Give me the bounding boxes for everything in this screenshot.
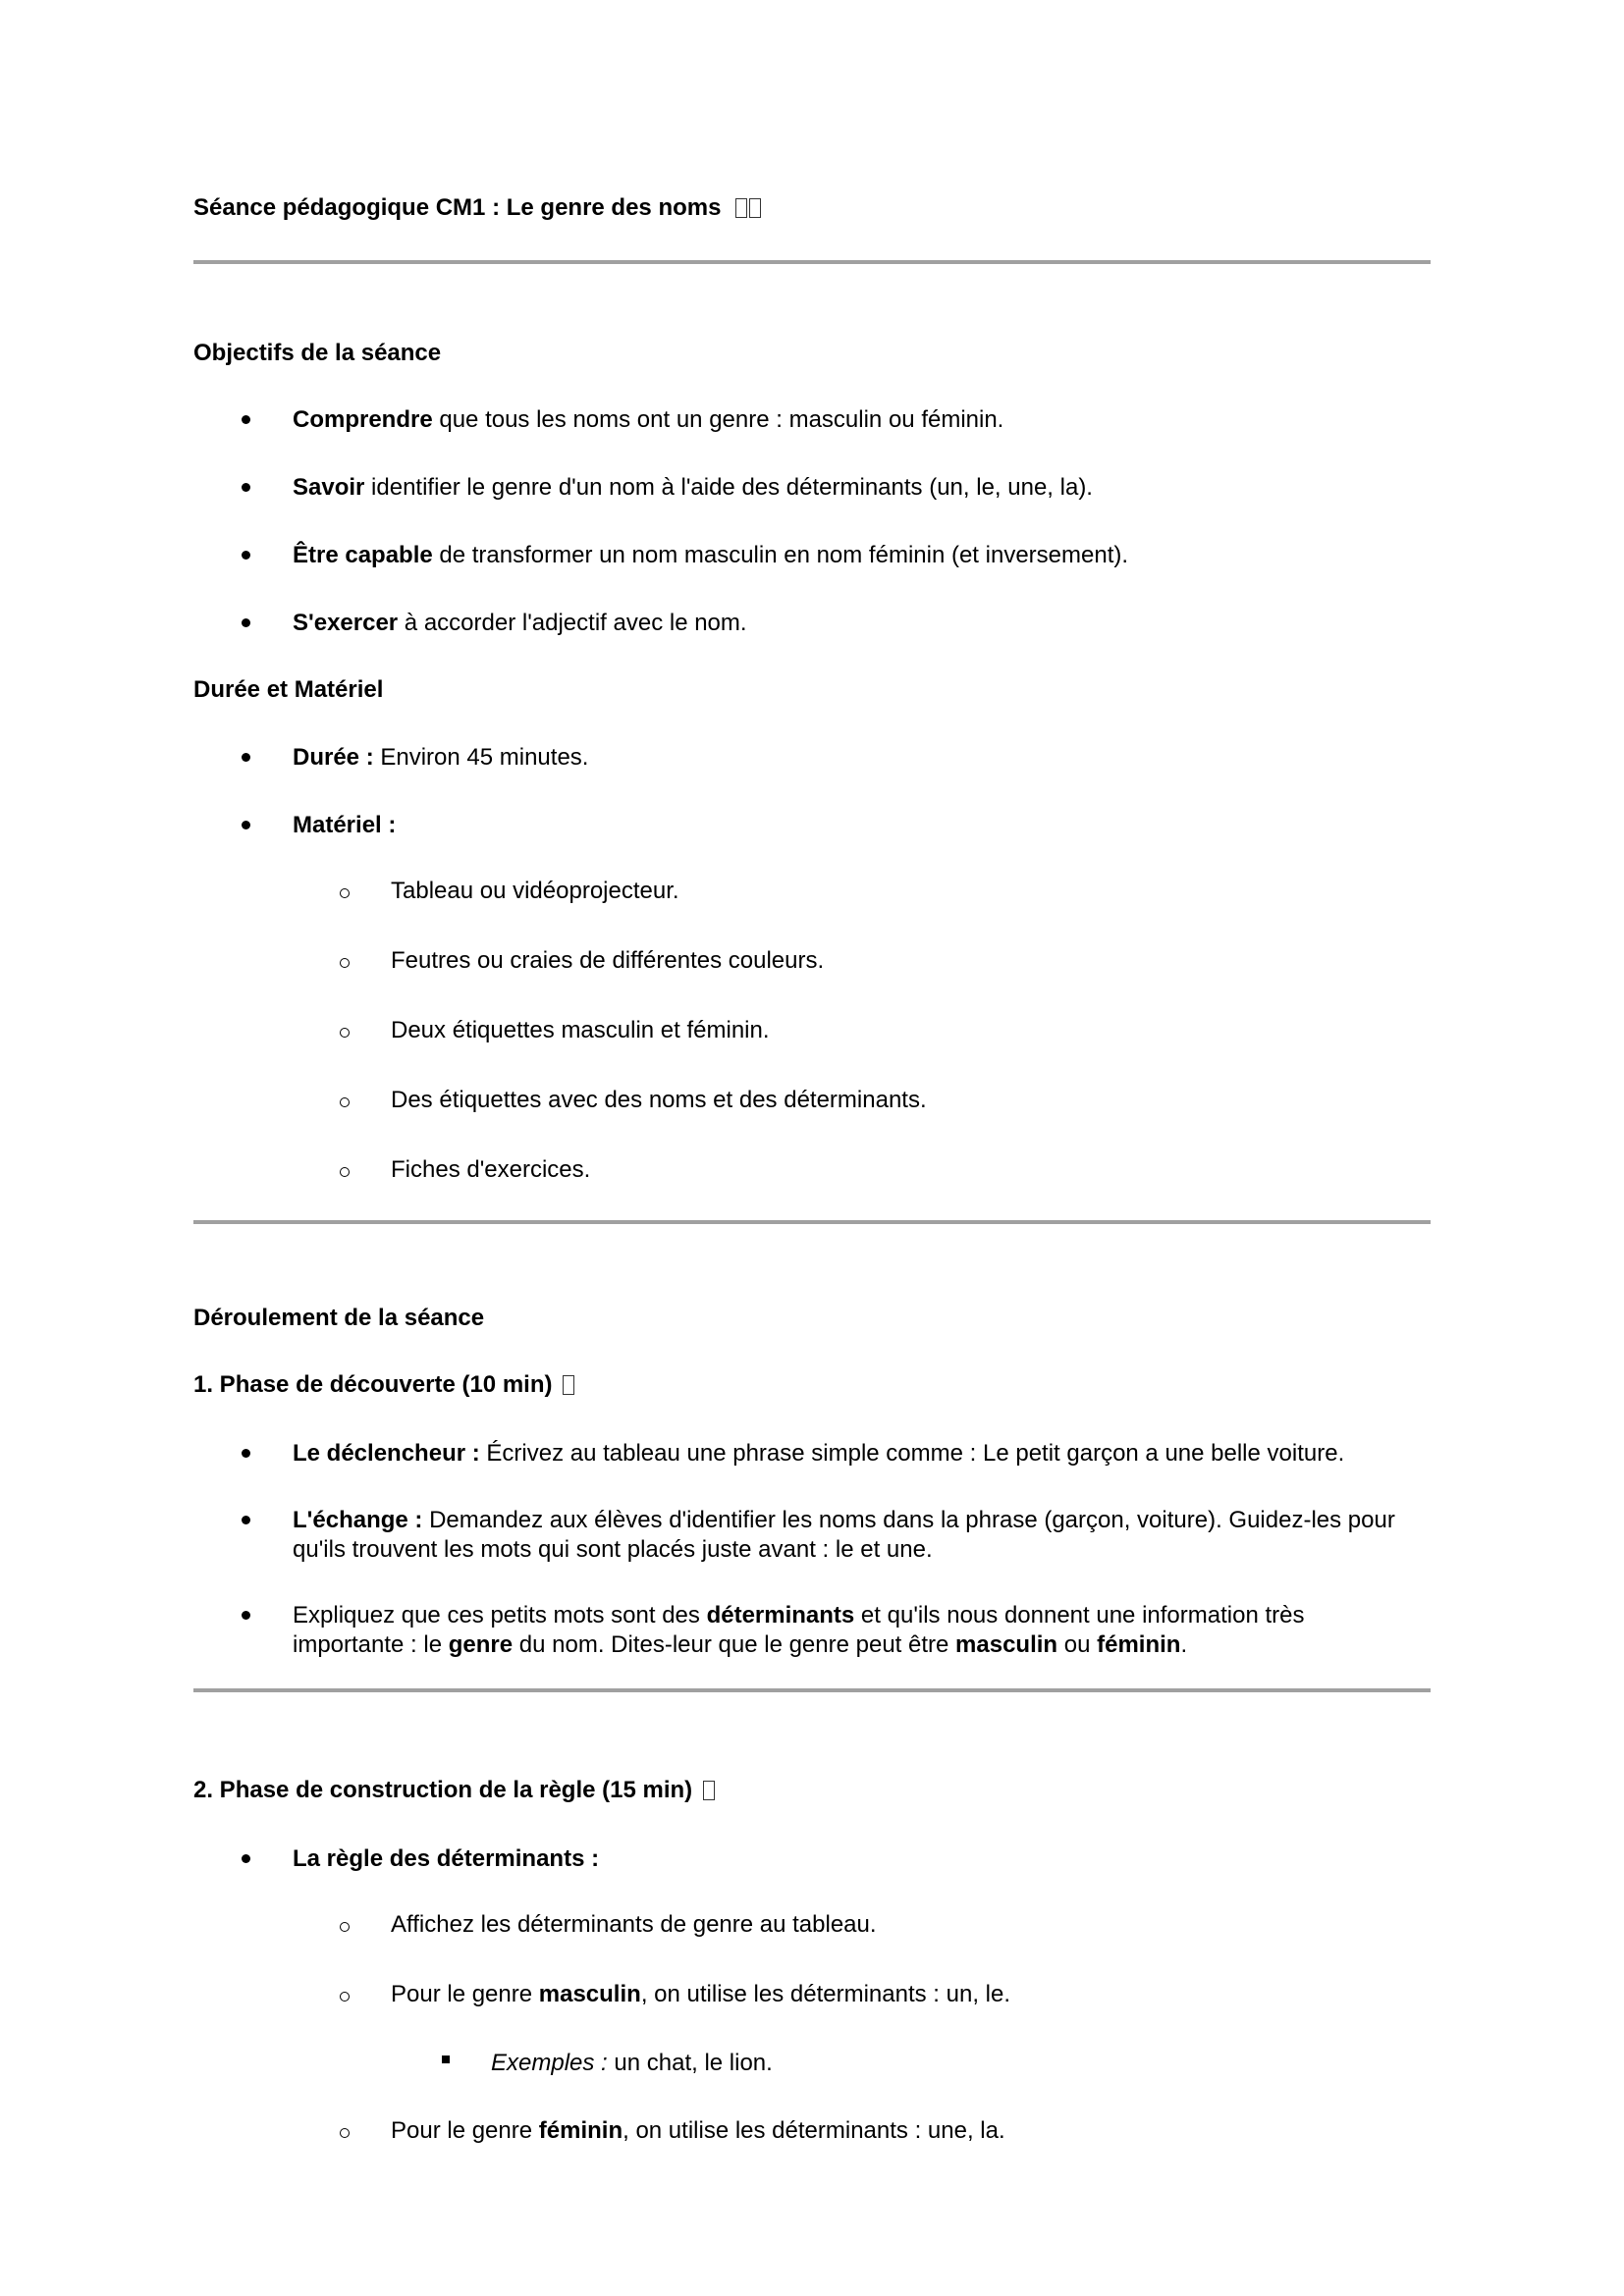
sublist-item: Feutres ou craies de différentes couleurs. bbox=[391, 947, 825, 974]
bullet-icon bbox=[242, 1449, 250, 1458]
missing-glyph-icon bbox=[735, 198, 747, 218]
list-item-bold: Savoir bbox=[293, 474, 365, 501]
missing-glyph-icon bbox=[749, 198, 761, 218]
sublist-item-bold: masculin bbox=[538, 1981, 641, 2007]
example-item bbox=[491, 2049, 773, 2078]
list-item-bold: Matériel : bbox=[293, 812, 397, 838]
list-item bbox=[293, 473, 1093, 503]
section-heading-duree-materiel: Durée et Matériel bbox=[193, 676, 384, 703]
list-item-bold: déterminants bbox=[706, 1602, 855, 1629]
circle-bullet-icon bbox=[340, 2128, 350, 2138]
bullet-icon bbox=[242, 618, 250, 627]
bullet-icon bbox=[242, 753, 250, 762]
horizontal-rule bbox=[193, 1220, 1431, 1224]
sublist-item-bold: féminin bbox=[538, 2117, 623, 2144]
list-item-text: ou bbox=[1057, 1631, 1098, 1658]
circle-bullet-icon bbox=[340, 888, 350, 898]
list-item-text: identifier le genre d'un nom à l'aide des déterminants (un, le, une, la). bbox=[364, 474, 1093, 501]
missing-glyph-icon bbox=[563, 1375, 574, 1395]
bullet-icon bbox=[242, 821, 250, 829]
sublist-item: Tableau ou vidéoprojecteur. bbox=[391, 878, 679, 904]
square-bullet-icon bbox=[442, 2056, 450, 2063]
list-item bbox=[293, 1439, 1344, 1468]
document-title-text: Séance pédagogique CM1 : Le genre des noms bbox=[193, 194, 722, 221]
phase2-heading bbox=[193, 1776, 715, 1805]
list-item-regle: La règle des déterminants : bbox=[293, 1845, 600, 1872]
sublist-item: Des étiquettes avec des noms et des déterminants. bbox=[391, 1087, 927, 1113]
list-item-text: de transformer un nom masculin en nom féminin (et inversement). bbox=[432, 542, 1129, 568]
phase2-heading-text: 2. Phase de construction de la règle (15 min) bbox=[193, 1777, 693, 1803]
phase1-heading-text: 1. Phase de découverte (10 min) bbox=[193, 1371, 553, 1398]
list-item-duree bbox=[293, 743, 588, 773]
list-item-text: Écrivez au tableau une phrase simple comme : Le petit garçon a une belle voiture. bbox=[479, 1440, 1345, 1467]
list-item bbox=[293, 1506, 1402, 1565]
bullet-icon bbox=[242, 551, 250, 560]
list-item bbox=[293, 1601, 1373, 1660]
sublist-item-text: Pour le genre bbox=[391, 1981, 539, 2007]
sublist-item bbox=[391, 2116, 1005, 2146]
horizontal-rule bbox=[193, 260, 1431, 264]
circle-bullet-icon bbox=[340, 1167, 350, 1177]
section-heading-deroulement: Déroulement de la séance bbox=[193, 1305, 485, 1331]
list-item-bold: Comprendre bbox=[293, 406, 433, 433]
list-item-text: . bbox=[1180, 1631, 1188, 1658]
list-item bbox=[293, 609, 747, 638]
example-text: un chat, le lion. bbox=[607, 2050, 773, 2076]
circle-bullet-icon bbox=[340, 958, 350, 968]
sublist-item bbox=[391, 1980, 1010, 2009]
bullet-icon bbox=[242, 1854, 250, 1863]
document-title bbox=[193, 193, 761, 223]
list-item-text: et qu'ils nous donnent une information très importante : le bbox=[293, 1602, 1305, 1658]
bullet-icon bbox=[242, 415, 250, 424]
list-item-text: Expliquez que ces petits mots sont des bbox=[293, 1602, 707, 1629]
list-item-text: Environ 45 minutes. bbox=[373, 744, 589, 771]
list-item-text: Demandez aux élèves d'identifier les noms dans la phrase (garçon, voiture). Guidez-les pour qu'ils trouvent les mots qui sont placés juste avant : le et une. bbox=[293, 1507, 1395, 1563]
horizontal-rule bbox=[193, 1688, 1431, 1692]
list-item-bold: féminin bbox=[1097, 1631, 1181, 1658]
list-item-bold: genre bbox=[448, 1631, 514, 1658]
circle-bullet-icon bbox=[340, 1992, 350, 2002]
section-heading-objectifs: Objectifs de la séance bbox=[193, 340, 442, 366]
bullet-icon bbox=[242, 1516, 250, 1524]
example-label: Exemples : bbox=[491, 2050, 608, 2076]
list-item-text: à accorder l'adjectif avec le nom. bbox=[398, 610, 747, 636]
list-item-text: que tous les noms ont un genre : masculin ou féminin. bbox=[432, 406, 1004, 433]
sublist-item: Deux étiquettes masculin et féminin. bbox=[391, 1017, 770, 1043]
circle-bullet-icon bbox=[340, 1922, 350, 1932]
list-item-bold: S'exercer bbox=[293, 610, 399, 636]
list-item-bold: Être capable bbox=[293, 542, 433, 568]
circle-bullet-icon bbox=[340, 1028, 350, 1038]
sublist-item-text: , on utilise les déterminants : un, le. bbox=[640, 1981, 1011, 2007]
missing-glyph-icon bbox=[703, 1781, 715, 1800]
sublist-item-text: Pour le genre bbox=[391, 2117, 539, 2144]
bullet-icon bbox=[242, 483, 250, 492]
list-item-bold: Durée : bbox=[293, 744, 374, 771]
list-item bbox=[293, 405, 1003, 435]
sublist-item-text: , on utilise les déterminants : une, la. bbox=[623, 2117, 1005, 2144]
phase1-heading bbox=[193, 1370, 574, 1400]
sublist-item: Fiches d'exercices. bbox=[391, 1156, 591, 1183]
list-item-bold: Le déclencheur : bbox=[293, 1440, 480, 1467]
list-item-materiel bbox=[293, 811, 396, 840]
list-item-text: du nom. Dites-leur que le genre peut être bbox=[513, 1631, 956, 1658]
list-item-bold: L'échange : bbox=[293, 1507, 423, 1533]
list-item bbox=[293, 541, 1128, 570]
list-item-bold: masculin bbox=[955, 1631, 1058, 1658]
circle-bullet-icon bbox=[340, 1097, 350, 1107]
sublist-item: Affichez les déterminants de genre au tableau. bbox=[391, 1911, 877, 1938]
bullet-icon bbox=[242, 1611, 250, 1620]
